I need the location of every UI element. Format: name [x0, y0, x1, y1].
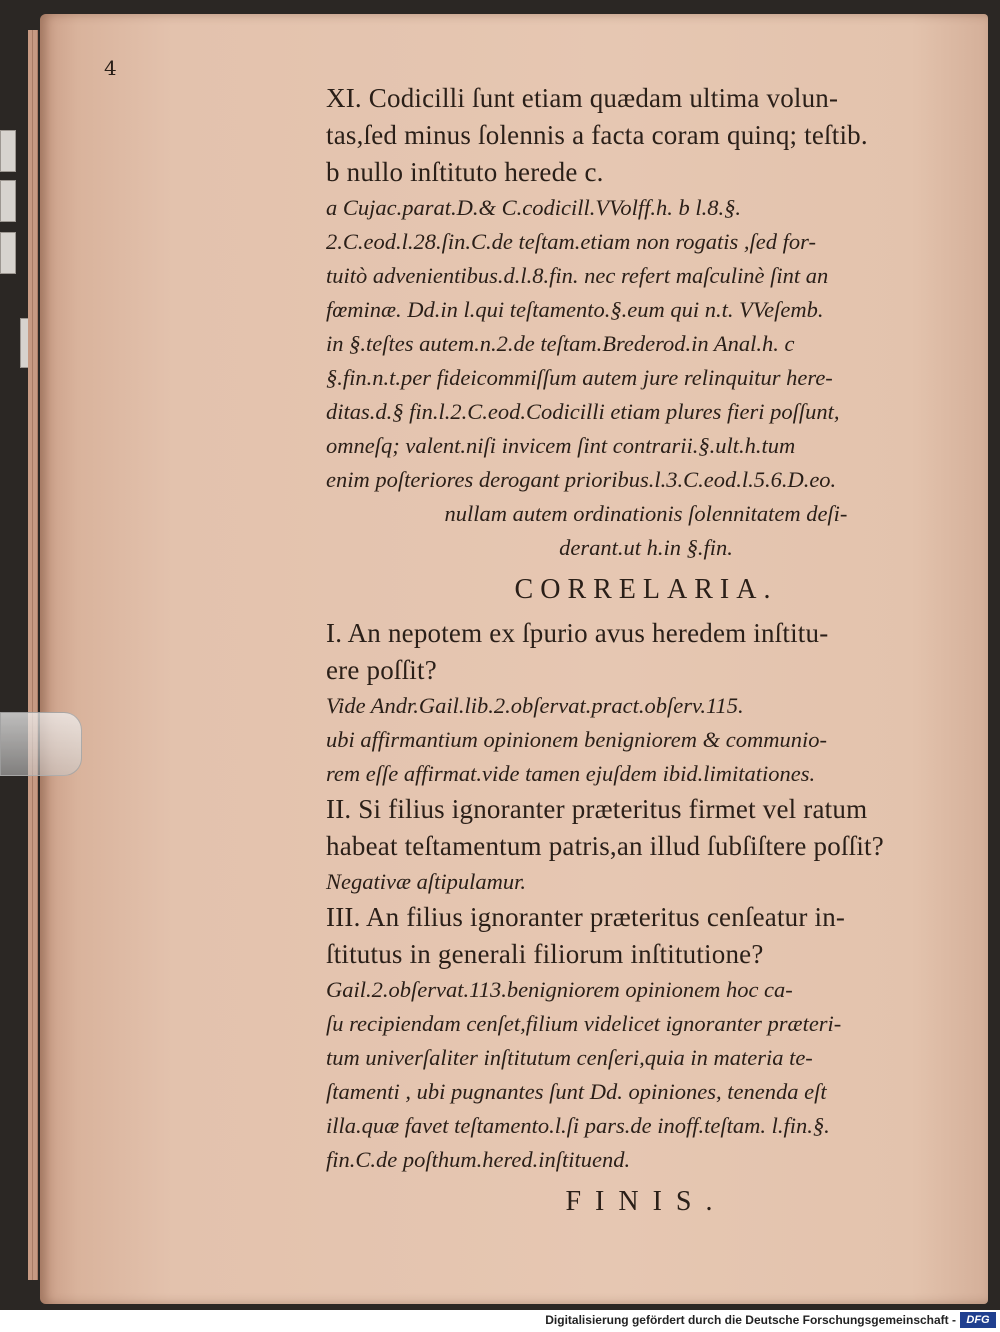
text-line: omneſq; valent.niſi invicem ſint contrarii.§.ult.h.tum	[326, 433, 796, 458]
text-line: nullam autem ordinationis ſolennitatem deſi-	[444, 501, 848, 526]
page-text	[326, 80, 966, 1227]
text-line: tas,ſed minus ſolennis a facta coram quinq; teſtib.	[326, 120, 868, 150]
page-edges	[33, 30, 38, 1280]
text-line: fœminæ. Dd.in l.qui teſtamento.§.eum qui n.t. VVeſemb.	[326, 297, 824, 322]
text-line: Vide Andr.Gail.lib.2.obſervat.pract.obſerv.115.	[326, 693, 744, 718]
text-line: tum univerſaliter inſtitutum cenſeri,quia in materia te-	[326, 1045, 813, 1070]
page-tab-marker	[0, 232, 16, 274]
text-line: 2.C.eod.l.28.ſin.C.de teſtam.etiam non rogatis ,ſed for-	[326, 229, 816, 254]
text-line: XI. Codicilli ſunt etiam quædam ultima volun-	[326, 83, 839, 113]
footer-bar	[0, 1310, 1000, 1332]
text-line: in §.teſtes autem.n.2.de teſtam.Brederod.in Anal.h. c	[326, 331, 795, 356]
text-line: II. Si filius ignoranter præteritus firmet vel ratum	[326, 794, 868, 824]
text-line: §.fin.n.t.per fideicommiſſum autem jure relinquitur here-	[326, 365, 833, 390]
text-line: rem eſſe affirmat.vide tamen ejuſdem ibid.limitationes.	[326, 761, 816, 786]
footer-credit: Digitalisierung gefördert durch die Deutsche Forschungsgemeinschaft -	[545, 1313, 956, 1327]
page-number: 4	[104, 56, 117, 80]
text-line: ubi affirmantium opinionem benigniorem & communio-	[326, 727, 827, 752]
text-line: III. An filius ignoranter præteritus cenſeatur in-	[326, 902, 846, 932]
text-line: enim poſteriores derogant prioribus.l.3.C.eod.l.5.6.D.eo.	[326, 467, 837, 492]
text-line: ſtamenti , ubi pugnantes ſunt Dd. opiniones, tenenda eſt	[326, 1079, 827, 1104]
text-line: ditas.d.§ fin.l.2.C.eod.Codicilli etiam plures fieri poſſunt,	[326, 399, 840, 424]
text-line: ere poſſit?	[326, 655, 437, 685]
page-tab-marker	[0, 180, 16, 222]
text-line: b nullo inſtituto herede c.	[326, 157, 604, 187]
text-line: illa.quæ favet teſtamento.l.ſi pars.de inoff.teſtam. l.fin.§.	[326, 1113, 830, 1138]
text-line: CORRELARIA.	[514, 574, 778, 605]
text-line: derant.ut h.in §.fin.	[559, 535, 733, 560]
text-line: fin.C.de poſthum.hered.inſtituend.	[326, 1147, 631, 1172]
text-line: habeat teſtamentum patris,an illud ſubſiſtere poſſit?	[326, 831, 884, 861]
page-tab-marker	[0, 130, 16, 172]
text-line: a Cujac.parat.D.& C.codicill.VVolff.h. b l.8.§.	[326, 195, 741, 220]
text-line: ſu recipiendam cenſet,filium videlicet ignoranter præteri-	[326, 1011, 842, 1036]
text-line: Gail.2.obſervat.113.benigniorem opinionem hoc ca-	[326, 977, 793, 1002]
text-line: ſtitutus in generali filiorum inſtitutione?	[326, 939, 764, 969]
text-line: tuitò advenientibus.d.l.8.fin. nec refert maſculinè ſint an	[326, 263, 829, 288]
text-line: FINIS.	[565, 1186, 727, 1217]
text-line: I. An nepotem ex ſpurio avus heredem inſtitu-	[326, 618, 829, 648]
dfg-logo: DFG	[960, 1312, 996, 1328]
text-line: Negativæ aſtipulamur.	[326, 869, 527, 894]
book-clip	[0, 712, 82, 776]
